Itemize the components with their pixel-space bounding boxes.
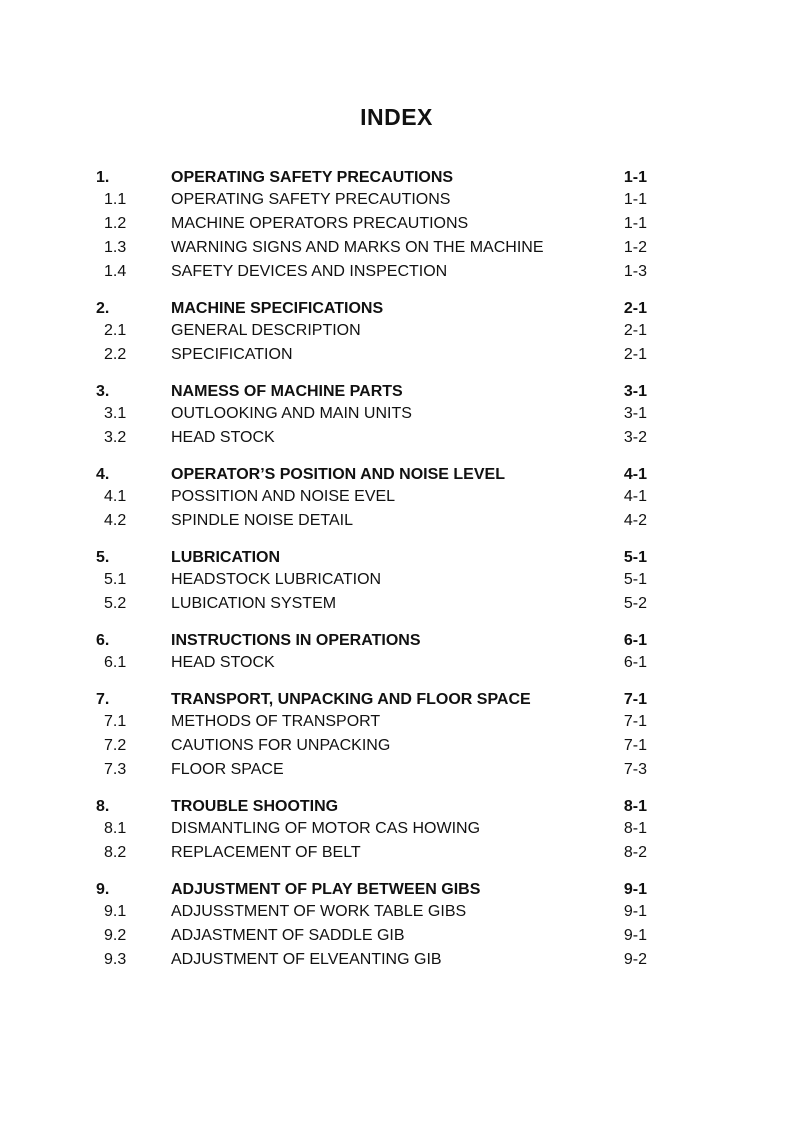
- entry-number: 3.1: [104, 405, 127, 422]
- section-page-number: 4-1: [623, 466, 647, 483]
- entry-number: 5.2: [104, 595, 127, 612]
- toc-entry[interactable]: [0, 734, 793, 758]
- toc-entry[interactable]: [0, 758, 793, 782]
- page-title: INDEX: [360, 104, 433, 130]
- entry-number: 1.2: [104, 215, 127, 232]
- entry-number: 1.4: [104, 263, 127, 280]
- toc-section-heading[interactable]: [0, 297, 793, 319]
- toc-section-heading[interactable]: [0, 546, 793, 568]
- section-title: OPERATING SAFETY PRECAUTIONS: [171, 169, 454, 186]
- entry-title: HEAD STOCK: [171, 654, 275, 671]
- toc-section-heading[interactable]: [0, 166, 793, 188]
- entry-title: CAUTIONS FOR UNPACKING: [171, 737, 391, 754]
- entry-page-number: 9-1: [623, 927, 647, 944]
- entry-title: HEADSTOCK LUBRICATION: [171, 571, 382, 588]
- toc-entry[interactable]: [0, 402, 793, 426]
- toc-section-heading[interactable]: [0, 795, 793, 817]
- toc-entry[interactable]: [0, 343, 793, 367]
- entry-number: 6.1: [104, 654, 127, 671]
- section-page-number: 5-1: [623, 549, 647, 566]
- section-number: 6.: [96, 632, 110, 649]
- entry-page-number: 3-1: [623, 405, 647, 422]
- entry-number: 7.2: [104, 737, 127, 754]
- entry-title: HEAD STOCK: [171, 429, 275, 446]
- section-page-number: 7-1: [623, 691, 647, 708]
- toc-entry[interactable]: [0, 188, 793, 212]
- entry-page-number: 5-1: [623, 571, 647, 588]
- toc-section: [0, 629, 793, 675]
- section-title: OPERATOR’S POSITION AND NOISE LEVEL: [171, 466, 505, 483]
- entry-page-number: 1-3: [623, 263, 647, 280]
- toc-entry[interactable]: [0, 236, 793, 260]
- toc-entry[interactable]: [0, 841, 793, 865]
- section-number: 9.: [96, 881, 110, 898]
- section-title: INSTRUCTIONS IN OPERATIONS: [171, 632, 421, 649]
- entry-page-number: 1-1: [623, 191, 647, 208]
- entry-title: LUBICATION SYSTEM: [171, 595, 337, 612]
- section-page-number: 6-1: [623, 632, 647, 649]
- section-title: LUBRICATION: [171, 549, 281, 566]
- entry-title: SPECIFICATION: [171, 346, 293, 363]
- entry-number: 4.1: [104, 488, 127, 505]
- entry-title: METHODS OF TRANSPORT: [171, 713, 381, 730]
- section-title: TRANSPORT, UNPACKING AND FLOOR SPACE: [171, 691, 531, 708]
- entry-title: SPINDLE NOISE DETAIL: [171, 512, 353, 529]
- entry-number: 1.1: [104, 191, 127, 208]
- entry-page-number: 3-2: [623, 429, 647, 446]
- toc-entry[interactable]: [0, 948, 793, 972]
- section-page-number: 3-1: [623, 383, 647, 400]
- section-title: MACHINE SPECIFICATIONS: [171, 300, 384, 317]
- entry-page-number: 4-2: [623, 512, 647, 529]
- entry-number: 4.2: [104, 512, 127, 529]
- entry-number: 2.2: [104, 346, 127, 363]
- entry-number: 2.1: [104, 322, 127, 339]
- entry-title: ADJUSSTMENT OF WORK TABLE GIBS: [171, 903, 467, 920]
- entry-page-number: 6-1: [623, 654, 647, 671]
- section-title: TROUBLE SHOOTING: [171, 798, 339, 815]
- toc-entry[interactable]: [0, 212, 793, 236]
- entry-page-number: 7-1: [623, 737, 647, 754]
- entry-title: FLOOR SPACE: [171, 761, 284, 778]
- entry-number: 3.2: [104, 429, 127, 446]
- entry-title: WARNING SIGNS AND MARKS ON THE MACHINE: [171, 239, 544, 256]
- toc-section-heading[interactable]: [0, 629, 793, 651]
- entry-title: ADJUSTMENT OF ELVEANTING GIB: [171, 951, 442, 968]
- section-number: 8.: [96, 798, 110, 815]
- toc-entry[interactable]: [0, 592, 793, 616]
- entry-number: 7.3: [104, 761, 127, 778]
- table-of-contents: [0, 166, 793, 985]
- section-page-number: 8-1: [623, 798, 647, 815]
- entry-number: 9.1: [104, 903, 127, 920]
- toc-section: [0, 688, 793, 782]
- entry-title: GENERAL DESCRIPTION: [171, 322, 361, 339]
- section-title: NAMESS OF MACHINE PARTS: [171, 383, 403, 400]
- toc-entry[interactable]: [0, 710, 793, 734]
- toc-section-heading[interactable]: [0, 463, 793, 485]
- entry-page-number: 2-1: [623, 346, 647, 363]
- entry-title: OPERATING SAFETY PRECAUTIONS: [171, 191, 451, 208]
- toc-entry[interactable]: [0, 319, 793, 343]
- entry-number: 5.1: [104, 571, 127, 588]
- entry-title: POSSITION AND NOISE EVEL: [171, 488, 396, 505]
- toc-section: [0, 166, 793, 284]
- entry-title: DISMANTLING OF MOTOR CAS HOWING: [171, 820, 481, 837]
- entry-title: ADJASTMENT OF SADDLE GIB: [171, 927, 405, 944]
- toc-section: [0, 463, 793, 533]
- section-page-number: 1-1: [623, 169, 647, 186]
- entry-page-number: 9-1: [623, 903, 647, 920]
- toc-entry[interactable]: [0, 485, 793, 509]
- entry-title: SAFETY DEVICES AND INSPECTION: [171, 263, 448, 280]
- section-page-number: 2-1: [623, 300, 647, 317]
- entry-page-number: 1-1: [623, 215, 647, 232]
- entry-page-number: 9-2: [623, 951, 647, 968]
- toc-entry[interactable]: [0, 651, 793, 675]
- entry-title: MACHINE OPERATORS PRECAUTIONS: [171, 215, 469, 232]
- entry-number: 7.1: [104, 713, 127, 730]
- toc-section: [0, 380, 793, 450]
- toc-entry[interactable]: [0, 509, 793, 533]
- toc-section: [0, 297, 793, 367]
- toc-section-heading[interactable]: [0, 878, 793, 900]
- section-title: ADJUSTMENT OF PLAY BETWEEN GIBS: [171, 881, 481, 898]
- toc-section-heading[interactable]: [0, 688, 793, 710]
- entry-page-number: 7-1: [623, 713, 647, 730]
- section-number: 7.: [96, 691, 110, 708]
- entry-number: 9.3: [104, 951, 127, 968]
- entry-number: 8.2: [104, 844, 127, 861]
- entry-page-number: 4-1: [623, 488, 647, 505]
- entry-page-number: 5-2: [623, 595, 647, 612]
- toc-section: [0, 878, 793, 972]
- entry-page-number: 8-2: [623, 844, 647, 861]
- toc-entry[interactable]: [0, 426, 793, 450]
- section-number: 1.: [96, 169, 110, 186]
- section-number: 4.: [96, 466, 110, 483]
- toc-entry[interactable]: [0, 817, 793, 841]
- entry-number: 8.1: [104, 820, 127, 837]
- toc-section: [0, 795, 793, 865]
- section-number: 5.: [96, 549, 110, 566]
- section-number: 2.: [96, 300, 110, 317]
- toc-entry[interactable]: [0, 924, 793, 948]
- entry-page-number: 8-1: [623, 820, 647, 837]
- entry-page-number: 1-2: [623, 239, 647, 256]
- entry-title: OUTLOOKING AND MAIN UNITS: [171, 405, 412, 422]
- entry-page-number: 7-3: [623, 761, 647, 778]
- toc-entry[interactable]: [0, 900, 793, 924]
- section-page-number: 9-1: [623, 881, 647, 898]
- entry-number: 1.3: [104, 239, 127, 256]
- entry-page-number: 2-1: [623, 322, 647, 339]
- toc-entry[interactable]: [0, 260, 793, 284]
- entry-title: REPLACEMENT OF BELT: [171, 844, 361, 861]
- toc-section: [0, 546, 793, 616]
- entry-number: 9.2: [104, 927, 127, 944]
- toc-entry[interactable]: [0, 568, 793, 592]
- toc-section-heading[interactable]: [0, 380, 793, 402]
- section-number: 3.: [96, 383, 110, 400]
